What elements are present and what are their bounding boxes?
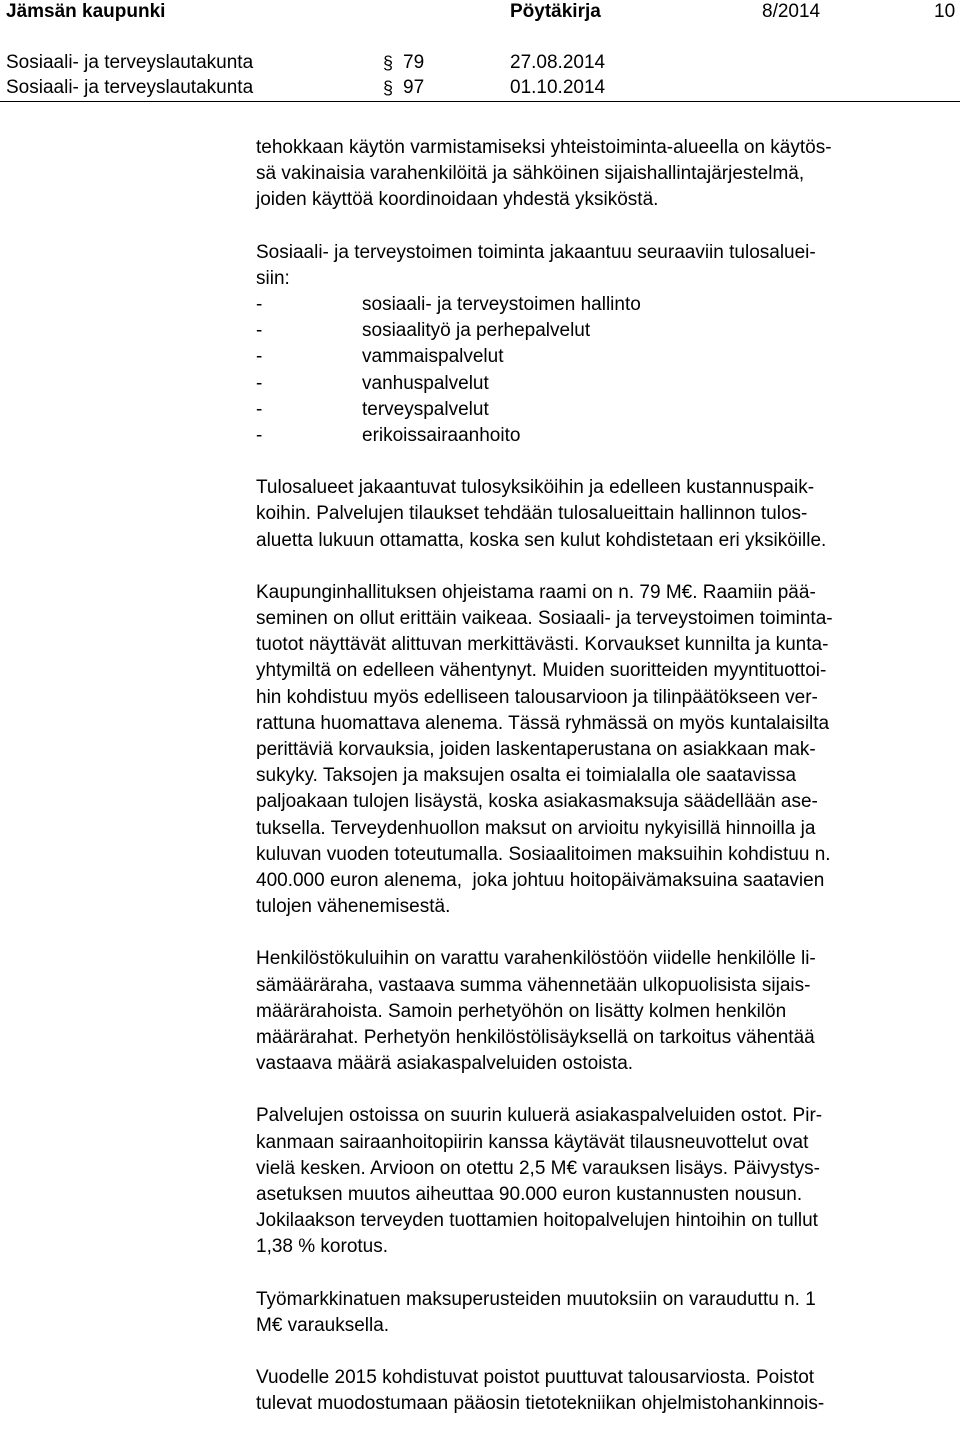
paragraph: tehokkaan käytön varmistamiseksi yhteistoiminta-alueella on käytös- sä vakinaisia varahenkilöitä ja sähköinen sijaishallintajärjestelmä, joiden käyttöä koordinoidaan yhdestä yksiköstä. <box>256 137 832 211</box>
header-divider <box>0 101 960 102</box>
meeting-date: 01.10.2014 <box>510 77 606 98</box>
list-item: - erikoissairaanhoito <box>256 424 521 446</box>
page-header <box>0 0 960 102</box>
reference-board: Sosiaali- ja terveyslautakunta <box>6 52 254 73</box>
document-body <box>256 135 956 1417</box>
list-item: - vanhuspalvelut <box>256 372 489 394</box>
paragraph: Työmarkkinatuen maksuperusteiden muutoksiin on varauduttu n. 1 M€ varauksella. <box>256 1288 816 1336</box>
page-number: 10 <box>934 1 956 22</box>
section-symbol: § <box>383 78 394 98</box>
list-item: - sosiaali- ja terveystoimen hallinto <box>256 294 641 316</box>
paragraph: Henkilöstökuluihin on varattu varahenkilöstöön viidelle henkilölle li- sämääräraha, vastaava summa vähennetään ulkopuolisista sijais- määrärahoista. Samoin perhetyöhön on lisätty kolmen henkilön määrärahat. Perhetyön henkilöstölisäyksellä on tarkoitus vähentää vastaava määrä asiakaspalveluiden ostoista. <box>256 948 816 1075</box>
list-item: - sosiaalityö ja perhepalvelut <box>256 320 591 342</box>
municipality-name: Jämsän kaupunki <box>6 1 166 22</box>
list-item: - terveyspalvelut <box>256 398 489 420</box>
paragraph: Sosiaali- ja terveystoimen toiminta jakaantuu seuraaviin tulosaluei- siin: <box>256 241 816 289</box>
section-number: 79 <box>403 52 425 73</box>
document-type: Pöytäkirja <box>510 1 601 22</box>
paragraph: Tulosalueet jakaantuvat tulosyksiköihin ja edelleen kustannuspaik- koihin. Palvelujen tilaukset tehdään tulosalueittain hallinnon tulos- aluetta lukuun ottamatta, koska sen kulut kohdistetaan eri yksiköille. <box>256 477 827 551</box>
result-area-list <box>256 292 956 449</box>
section-number: 97 <box>403 77 425 98</box>
paragraph: Palvelujen ostoissa on suurin kuluerä asiakaspalveluiden ostot. Pir- kanmaan sairaanhoitopiirin kanssa käytävät tilausneuvottelut ovat vielä kesken. Arvioon on otettu 2,5 M€ varauksen lisäys. Päivystys- asetuksen muutos aiheuttaa 90.000 euron kustannusten nousun. Jokilaakson terveyden tuottamien hoitopalvelujen hintoihin on tullut 1,38 % korotus. <box>256 1105 823 1258</box>
list-item: - vammaispalvelut <box>256 346 504 368</box>
issue-number: 8/2014 <box>762 1 821 22</box>
meeting-date: 27.08.2014 <box>510 52 606 73</box>
reference-board: Sosiaali- ja terveyslautakunta <box>6 77 254 98</box>
paragraph: Kaupunginhallituksen ohjeistama raami on n. 79 M€. Raamiin pää- seminen on ollut erittäin vaikeaa. Sosiaali- ja terveystoimen toiminta- tuotot näyttävät alittuvan merkittävästi. Korvaukset kunnilta ja kunta- yhtymiltä on edelleen vähentynyt. Muiden suoritteiden myyntituottoi- hin kohdistuu myös edelliseen talousarvioon ja tilinpäätökseen ver- rattuna huomattava alenema. Tässä ryhmässä on myös kuntalaisilta perittäviä korvauksia, joiden laskentaperustana on asiakkaan mak- sukyky. Taksojen ja maksujen osalta ei toimialalla ole saatavissa paljoakaan tulojen lisäystä, koska asiakasmaksuja säädellään ase- tuksella. Terveydenhuollon maksut on arvioitu nykyisillä hinnoilla ja kuluvan vuoden toteutumalla. Sosiaalitoimen maksuihin kohdistuu n. 400.000 euron alenema, joka johtuu hoitopäivämaksuina saatavien tulojen vähenemisestä. <box>256 581 833 918</box>
section-symbol: § <box>383 53 394 73</box>
paragraph: Vuodelle 2015 kohdistuvat poistot puuttuvat talousarviosta. Poistot tulevat muodostumaan pääosin tietotekniikan ohjelmistohankinnois- <box>256 1367 825 1415</box>
